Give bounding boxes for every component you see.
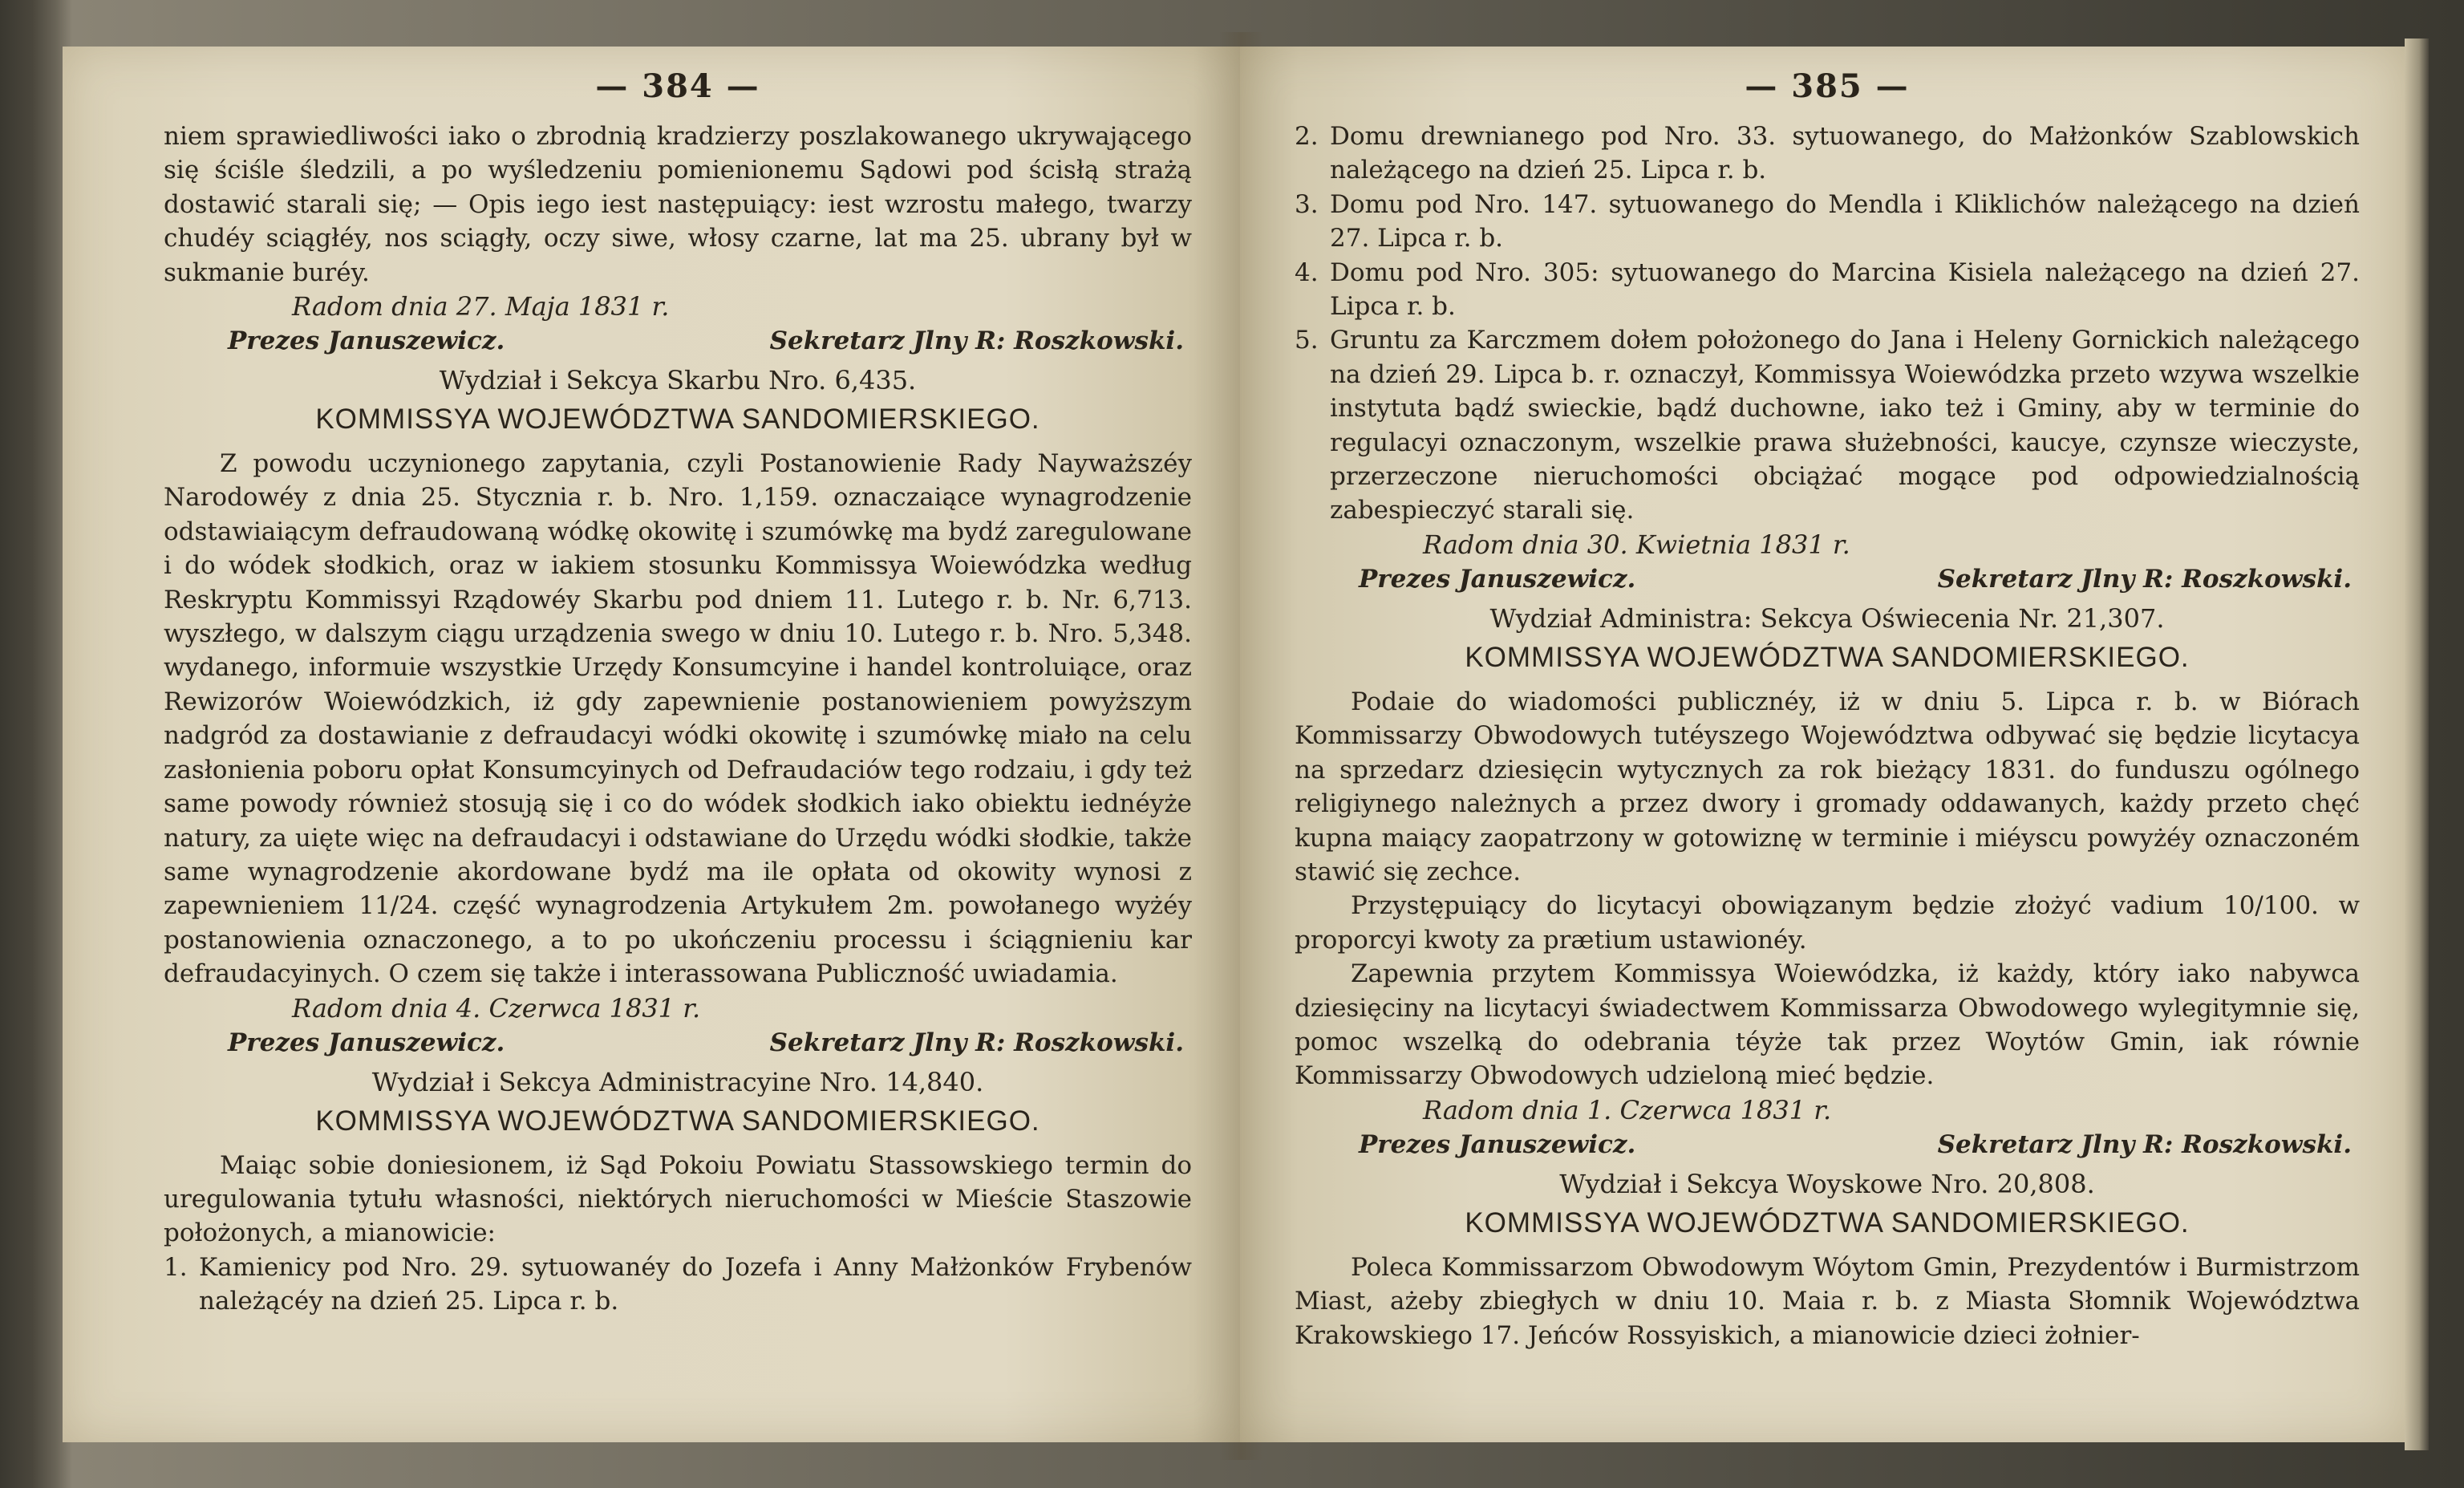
signature-line (164, 323, 1192, 359)
president-signature: Prezes Januszewicz. (228, 1028, 505, 1057)
secretary-signature: Sekretarz Jlny R: Roszkowski. (1937, 1129, 2352, 1159)
president-signature: Prezes Januszewicz. (1359, 1129, 1636, 1159)
signature-date: Radom dnia 1. Czerwca 1831 r. (1423, 1094, 1832, 1125)
signature-date: Radom dnia 30. Kwietnia 1831 r. (1423, 529, 1850, 560)
left-page-content (164, 63, 1192, 1319)
list-item-text: Kamienicy pod Nro. 29. sytuowanéy do Jozefa i Anny Małżonków Frybenów należącéy na dzień 25. Lipca r. b. (199, 1252, 1192, 1316)
page-number: — 384 — (595, 67, 760, 105)
signature-line (164, 1025, 1192, 1060)
department-line: Wydział i Sekcya Woyskowe Nro. 20,808. (1559, 1168, 2095, 1199)
signature-date: Radom dnia 27. Maja 1831 r. (292, 291, 670, 322)
continuation-text: niem sprawiedliwości iako o zbrodnią kradzierzy poszlakowanego ukrywającego się ściśle śledzili, a po wyśledzeniu pomienionemu Sądowi pod ścisłą strażą dostawić starali się; — Opis iego iest następuiący: iest wzrostu małego, twarzy chudéy sciągłéy, nos sciągły, oczy siwe, włosy czarne, lat ma 25. ubrany był w sukmanie buréy. (164, 122, 1192, 287)
right-page (1240, 47, 2405, 1442)
department-line: Wydział i Sekcya Administracyine Nro. 14,840. (371, 1066, 984, 1097)
list-item-number: 1. (164, 1252, 188, 1282)
secretary-signature: Sekretarz Jlny R: Roszkowski. (769, 326, 1184, 356)
notice-paragraph: Podaie do wiadomości publicznéy, iż w dniu 5. Lipca r. b. w Biórach Kommissarzy Obwodowych tutéyszego Województwa odbywać się będzie licytacya na sprzedarz dziesięcin wytycznych za rok bieżący 1831. do funduszu ogólnego religiynego należnych a przez dwory i gromady oddawanych, każdy przeto chęć kupna maiący zaopatrzony w gotowiznę w terminie i miéyscu powyżéy oznaczoném stawić się zechce. (1295, 687, 2360, 886)
left-page (63, 47, 1240, 1442)
secretary-signature: Sekretarz Jlny R: Roszkowski. (1937, 564, 2352, 594)
notice-heading: KOMMISSYA WOJEWÓDZTWA SANDOMIERSKIEGO. (315, 403, 1040, 436)
list-item (1295, 188, 2360, 256)
list-item-text: Domu pod Nro. 147. sytuowanego do Mendla i Kliklichów należącego na dzień 27. Lipca r. b. (1330, 189, 2360, 253)
list-item-number: 4. (1295, 257, 1319, 287)
list-item-text: Domu pod Nro. 305: sytuowanego do Marcina Kisiela należącego na dzień 27. Lipca r. b. (1330, 257, 2360, 322)
list-item-number: 5. (1295, 326, 1319, 355)
list-item (1295, 120, 2360, 188)
department-line: Wydział i Sekcya Skarbu Nro. 6,435. (439, 365, 917, 396)
notice-body: Poleca Kommissarzom Obwodowym Wóytom Gmin, Prezydentów i Burmistrzom Miast, ażeby zbiegłych w dniu 10. Maia r. b. z Miasta Słomnik Województwa Krakowskiego 17. Jeńców Rossyiskich, a mianowicie dzieci żołnier- (1295, 1252, 2360, 1350)
notice-body: Maiąc sobie doniesionem, iż Sąd Pokoiu Powiatu Stassowskiego termin do uregulowania tytułu własności, niektórych nieruchomości w Mieście Staszowie położonych, a mianowicie: (164, 1150, 1192, 1248)
notice-heading: KOMMISSYA WOJEWÓDZTWA SANDOMIERSKIEGO. (1465, 1206, 2190, 1239)
list-item-text: Gruntu za Karczmem dołem położonego do Jana i Heleny Gornickich należącego na dzień 29. Lipca b. r. oznaczył, Kommissya Woiewódzka przeto wzywa wszelkie instytuta bądź swieckie, bądź duchowne, iako też i Gminy, aby w terminie do regulacyi oznaczonym, wszelkie prawa służebności, kaucye, czynsze wieczyste, przerzeczone nieruchomości obciążać mogące pod odpowiedzialnością zabespieczyć starali się. (1330, 326, 2360, 525)
signature-date: Radom dnia 4. Czerwca 1831 r. (292, 992, 701, 1024)
list-item (164, 1251, 1192, 1319)
president-signature: Prezes Januszewicz. (1359, 564, 1636, 594)
list-item-text: Domu drewnianego pod Nro. 33. sytuowanego, do Małżonków Szablowskich należącego na dzień 25. Lipca r. b. (1330, 122, 2360, 185)
signature-line (1295, 1127, 2360, 1162)
list-item-number: 2. (1295, 122, 1319, 151)
secretary-signature: Sekretarz Jlny R: Roszkowski. (769, 1028, 1184, 1057)
signature-line (1295, 562, 2360, 597)
notice-paragraph: Zapewnia przytem Kommissya Woiewódzka, iż każdy, który iako nabywca dziesięciny na licytacyi świadectwem Kommissarza Obwodowego wylegitymnie się, pomoc wszelką do odebrania téyże tak przez Woytów Gmin, iak równie Kommissarzy Obwodowych udzieloną mieć będzie. (1295, 959, 2360, 1091)
notice-body: Z powodu uczynionego zapytania, czyli Postanowienie Rady Nayważszéy Narodowéy z dnia 25. Stycznia r. b. Nro. 1,159. oznaczaiące wynagrodzenie odstawiaiącym defraudowaną wódkę okowitę i szumówkę ma bydź zaregulowane i do wódek słodkich, oraz w iakiem stosunku Kommissya Woiewódzka według Reskryptu Kommissyi Rządowéy Skarbu pod dniem 11. Lutego r. b. Nr. 6,713. wyszłego, w dalszym ciągu urządzenia swego w dniu 10. Lutego r. b. Nro. 5,348. wydanego, informuie wszystkie Urzędy Konsumcyine i handel kontroluiące, oraz Rewizorów Woiewódzkich, iż gdy zapewnienie postanowieniem powyższym nadgród za dostawianie z defraudacyi wódki okowitę i szumówkę miało na celu zasłonienia poboru opłat Konsumcyinych od Defraudaciów tego rodzaiu, i gdy też same powody również stosują się i co do wódek słodkich iako obiektu iednéyże natury, za uięte więc na defraudacyi i odstawiane do Urzędu wódki słodkie, także same wynagrodzenie akordowane bydź ma ile opłata od okowity wynosi z zapewnieniem 11/24. część wynagrodzenia Artykułem 2m. powołanego wyżéy postanowienia oznaczonego, a to po ukończeniu processu i ściągnieniu kar defraudacyinych. O czem się także i interassowana Publiczność uwiadamia. (164, 449, 1192, 989)
page-edge (2405, 39, 2429, 1450)
list-item (1295, 323, 2360, 527)
page-number: — 385 — (1745, 67, 1910, 105)
notice-paragraph: Przystępuiący do licytacyi obowiązanym będzie złożyć vadium 10/100. w proporcyi kwoty za prætium ustawionéy. (1295, 891, 2360, 955)
notice-heading: KOMMISSYA WOJEWÓDZTWA SANDOMIERSKIEGO. (1465, 641, 2190, 673)
list-item (1295, 256, 2360, 324)
notice-heading: KOMMISSYA WOJEWÓDZTWA SANDOMIERSKIEGO. (315, 1105, 1040, 1137)
right-page-content (1295, 63, 2360, 1352)
department-line: Wydział Administra: Sekcya Oświecenia Nr. 21,307. (1489, 602, 2165, 634)
president-signature: Prezes Januszewicz. (228, 326, 505, 356)
list-item-number: 3. (1295, 189, 1319, 219)
